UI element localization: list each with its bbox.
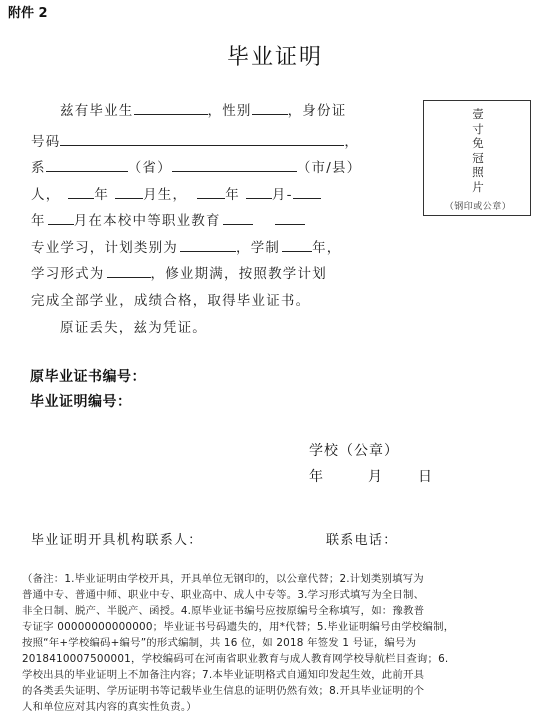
date-year: 年 — [309, 469, 324, 485]
photo-char: 照 — [472, 165, 484, 179]
text-number: 号码 — [31, 134, 61, 150]
date-month: 月 — [368, 469, 383, 485]
text-major: 专业学习，计划类别为 — [31, 240, 178, 256]
blank-id-number — [60, 133, 344, 146]
photo-char: 片 — [472, 179, 484, 194]
body-line-9: 原证丢失，兹为凭证。 — [60, 320, 207, 336]
photo-char: 免 — [472, 136, 484, 150]
text-graduate: 兹有毕业生 — [60, 103, 134, 119]
notes-line: 按照“年+学校编码+编号”的形式编制，共 16 位，如 2018 年签发 1 号证，编号为 — [22, 637, 417, 649]
blank-gender — [252, 102, 288, 115]
body-line-6 — [31, 236, 342, 256]
blank-major-1 — [223, 212, 253, 225]
original-cert-number-label: 原毕业证书编号： — [30, 369, 146, 385]
text-comma: ， — [344, 134, 360, 150]
attachment-label: 附件 2 — [8, 6, 48, 21]
blank-plan-type — [180, 239, 236, 252]
body-line-3 — [31, 156, 361, 176]
notes-line: 学校出具的毕业证明上不加备注内容；7.本毕业证明格式自通知印发起生效，此前开具 — [22, 669, 425, 681]
photo-char: 冠 — [472, 150, 484, 165]
photo-box — [423, 100, 531, 216]
blank-birth-year — [68, 186, 94, 199]
blank-start-year — [197, 186, 225, 199]
notes-line: 非全日制、脱产、半脱产、函授。4.原毕业证书编号应按原编号全称填写，如：豫教普 — [22, 605, 425, 617]
blank-end-year — [293, 186, 321, 199]
text-school-edu: 月在本校中等职业教育 — [73, 213, 221, 229]
text-born: 月生， — [143, 187, 188, 203]
text-native: 系 — [31, 160, 46, 176]
text-year-2: 年 — [225, 187, 240, 203]
body-line-5 — [31, 209, 305, 229]
text-study-form: 学习形式为 — [31, 266, 105, 282]
body-line-4 — [31, 183, 321, 203]
notes-line: 的各类丢失证明、学历证明书等记载毕业生信息的证明仍然有效；8.开具毕业证明的个 — [22, 685, 425, 697]
blank-start-month — [246, 186, 272, 199]
text-year-3: 年 — [31, 213, 46, 229]
text-person: 人， — [31, 187, 61, 203]
blank-province — [46, 159, 128, 172]
photo-char: 壹 — [472, 107, 484, 121]
contact-person-label: 毕业证明开具机构联系人： — [31, 533, 203, 548]
proof-number-label: 毕业证明编号： — [30, 394, 132, 410]
text-id: ，身份证 — [287, 103, 347, 119]
text-year: 年 — [94, 187, 110, 203]
notes-line: 普通中专、普通中师、职业中专、职业高中、成人中专等。3.学习形式填写为全日制、 — [22, 589, 425, 601]
contact-phone-label: 联系电话： — [326, 533, 398, 548]
notes-line: 2018410007500001，学校编码可在河南省职业教育与成人教育网学校导航栏目查询；6. — [22, 653, 449, 665]
photo-seal-note: （钢印或公章） — [444, 202, 512, 212]
body-line-1 — [60, 99, 346, 119]
blank-city — [172, 159, 297, 172]
blank-major-2 — [275, 212, 305, 225]
text-month-dash: 月- — [271, 187, 293, 203]
notes-line: （备注：1.毕业证明由学校开具，开具单位无钢印的，以公章代替；2.计划类别填写为 — [22, 573, 424, 585]
notes-block — [22, 571, 536, 715]
page-title: 毕业证明 — [226, 45, 323, 70]
body-line-8: 完成全部学业，成绩合格，取得毕业证书。 — [31, 293, 311, 309]
body-line-7 — [31, 262, 327, 282]
text-years: 年， — [312, 240, 342, 256]
photo-placeholder-text — [424, 107, 532, 194]
body-line-2 — [31, 130, 359, 150]
text-city: （市/县） — [296, 160, 362, 176]
date-day: 日 — [418, 469, 433, 485]
text-province: （省） — [127, 160, 172, 176]
text-gender: ，性别 — [207, 103, 252, 119]
blank-birth-month — [115, 186, 143, 199]
text-completion: ，修业期满，按照教学计划 — [150, 266, 327, 282]
notes-line: 人和单位应对其内容的真实性负责。） — [22, 701, 197, 713]
photo-char: 寸 — [472, 121, 484, 136]
blank-name — [134, 102, 208, 115]
school-seal-label: 学校（公章） — [309, 443, 399, 459]
blank-study-form — [107, 265, 151, 278]
blank-end-month — [48, 212, 74, 225]
notes-line: 专证字 00000000000000；毕业证书号码遗失的，用*代替；5.毕业证明编号由学校编制， — [22, 621, 455, 633]
text-duration: ，学制 — [236, 240, 281, 256]
blank-duration — [282, 239, 312, 252]
